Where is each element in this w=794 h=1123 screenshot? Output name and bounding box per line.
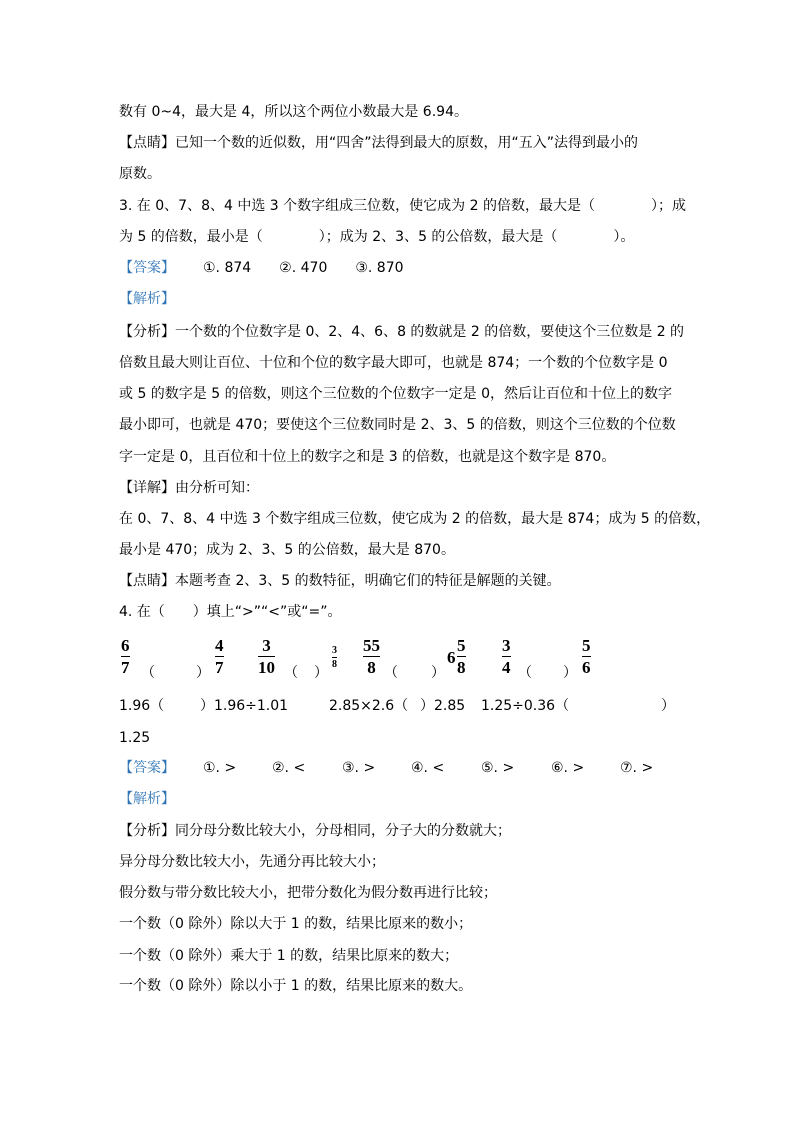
- text-line: 最小即可，也就是 470；要使这个三位数同时是 2、3、5 的倍数，则这个三位数的个位数: [119, 417, 676, 433]
- comparison: ）1.96÷1.01: [200, 698, 289, 714]
- text-line: 倍数且最大则让百位、十位和个位的数字最大即可，也就是 874；一个数的个位数字是 0: [119, 355, 668, 371]
- answer-label: 【答案】: [119, 260, 175, 276]
- blank-close: ）: [563, 665, 577, 681]
- fraction: 55 8: [363, 636, 380, 677]
- answer-label: 【答案】: [119, 760, 175, 776]
- tip-line: 【点睛】本题考查 2、3、5 的数特征，明确它们的特征是解题的关键。: [119, 573, 561, 589]
- fraction: 3 8: [332, 645, 337, 670]
- answer-value: ①. >: [203, 760, 237, 776]
- blank-open: （: [384, 665, 398, 681]
- blank-open: （: [518, 665, 532, 681]
- comparison: ）: [661, 698, 675, 714]
- comparison: 1.25÷0.36（: [481, 698, 570, 714]
- text-line: 原数。: [119, 166, 161, 182]
- fraction: 4 7: [215, 636, 224, 677]
- analysis-label: 【解析】: [119, 791, 175, 807]
- fraction: 3 4: [502, 636, 511, 677]
- fraction: 3 10: [258, 636, 275, 677]
- text-line: 最小是 470；成为 2、3、5 的公倍数，最大是 870。: [119, 542, 455, 558]
- text-line: 或 5 的数字是 5 的倍数，则这个三位数的个位数字一定是 0，然后让百位和十位上的数字: [119, 386, 672, 402]
- blank-close: ）: [196, 665, 210, 681]
- comparison: 2.85×2.6（: [329, 698, 409, 714]
- fraction: 5 6: [582, 636, 591, 677]
- analysis-label: 【解析】: [119, 291, 175, 307]
- answer-value: ④. <: [411, 760, 445, 776]
- comparison: ）2.85: [420, 698, 466, 714]
- tip-line: 【点睛】已知一个数的近似数，用“四舍”法得到最大的原数，用“五入”法得到最小的: [119, 135, 639, 151]
- text-line: 数有 0~4，最大是 4，所以这个两位小数最大是 6.94。: [119, 104, 468, 120]
- text-line: 异分母分数比较大小，先通分再比较大小；: [119, 854, 385, 870]
- comparison: 1.96（: [119, 698, 165, 714]
- answer-value: ⑥. >: [551, 760, 585, 776]
- mixed-whole: 6: [447, 648, 456, 667]
- answer-value: ⑦. >: [620, 760, 654, 776]
- question-4: 4. 在（ ）填上“>”“<”或“=”。: [119, 604, 342, 620]
- text-line: 【详解】由分析可知：: [119, 480, 259, 496]
- fraction: 6 7: [121, 636, 130, 677]
- question-3-cont: 为 5 的倍数，最小是（ ）；成为 2、3、5 的公倍数，最大是（ ）。: [119, 229, 635, 245]
- blank-close: ）: [431, 665, 445, 681]
- text-line: 【分析】一个数的个位数字是 0、2、4、6、8 的数就是 2 的倍数，要使这个三位数是 2 的: [119, 324, 685, 340]
- text-line: 假分数与带分数比较大小，把带分数化为假分数再进行比较；: [119, 885, 497, 901]
- comparison-cont: 1.25: [119, 730, 151, 746]
- text-line: 一个数（0 除外）除以小于 1 的数，结果比原来的数大。: [119, 978, 473, 994]
- text-line: 在 0、7、8、4 中选 3 个数字组成三位数，使它成为 2 的倍数，最大是 874；成为 5 的倍数，: [119, 511, 711, 527]
- text-line: 【分析】同分母分数比较大小，分母相同，分子大的分数就大；: [119, 823, 511, 839]
- text-line: 一个数（0 除外）乘大于 1 的数，结果比原来的数大；: [119, 948, 459, 964]
- text-line: 一个数（0 除外）除以大于 1 的数，结果比原来的数小；: [119, 916, 473, 932]
- answer-value: ②. <: [272, 760, 306, 776]
- fraction: 5 8: [457, 636, 466, 677]
- answer-values: ①. 874 ②. 470 ③. 870: [203, 260, 404, 276]
- blank-close: ）: [314, 665, 328, 681]
- text-line: 字一定是 0，且百位和十位上的数字之和是 3 的倍数，也就是这个数字是 870。: [119, 449, 616, 465]
- answer-value: ③. >: [342, 760, 376, 776]
- blank-open: （: [141, 665, 155, 681]
- question-3: 3. 在 0、7、8、4 中选 3 个数字组成三位数，使它成为 2 的倍数，最大是（ ）；成: [119, 198, 686, 214]
- answer-value: ⑤. >: [481, 760, 515, 776]
- blank-open: （: [284, 665, 298, 681]
